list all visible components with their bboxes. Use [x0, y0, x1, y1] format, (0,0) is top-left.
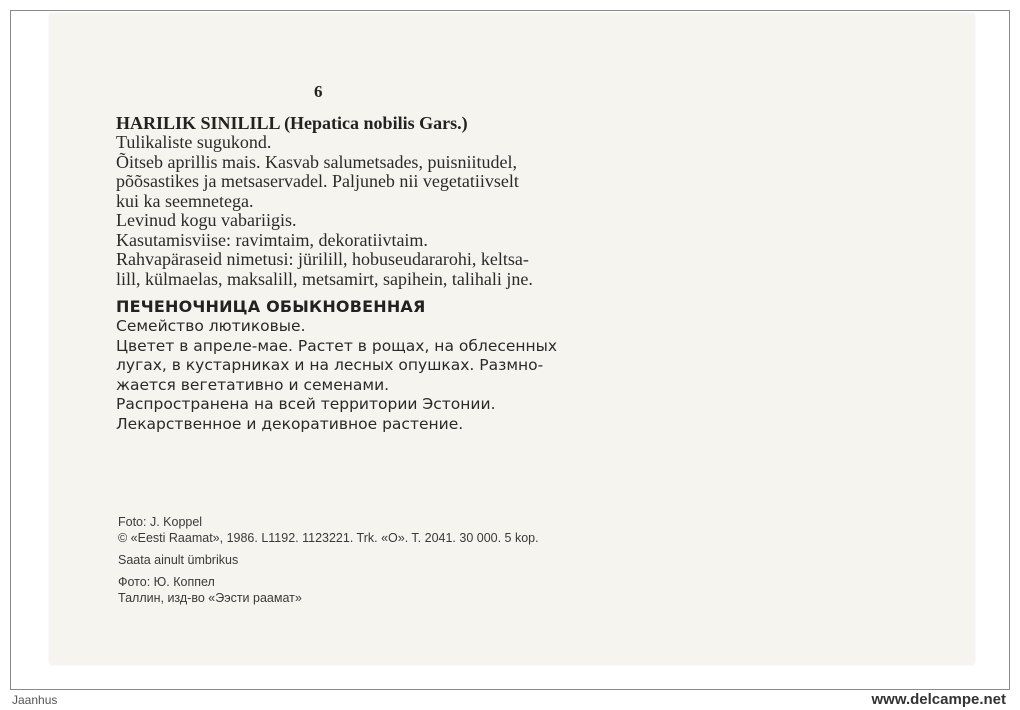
envelope-note: Saata ainult ümbrikus: [118, 553, 239, 567]
estonian-line: põõsastikes ja metsaservadel. Paljuneb nii vegetatiivselt: [116, 171, 519, 191]
estonian-title: HARILIK SINILILL (Hepatica nobilis Gars.): [116, 113, 468, 133]
publisher-ru: Таллин, изд-во «Ээсти раамат»: [118, 591, 302, 605]
estonian-line: Tulikaliste sugukond.: [116, 132, 272, 152]
russian-line: лугах, в кустарниках и на лесных опушках. Размно-: [116, 356, 544, 374]
card-number: 6: [314, 82, 323, 101]
russian-line: Цветет в апреле-мае. Растет в рощах, на облесенных: [116, 336, 558, 355]
photo-credit-et: Foto: J. Koppel: [118, 515, 203, 529]
photo-credit-ru: Фото: Ю. Коппел: [118, 575, 215, 589]
site-watermark: www.delcampe.net: [871, 691, 1006, 708]
credits-block: [118, 514, 678, 606]
publisher-et: © «Eesti Raamat», 1986. L1192. 1123221. Trk. «O». T. 2041. 30 000. 5 kop.: [118, 531, 539, 545]
estonian-line: Kasutamisviise: ravimtaim, dekoratiivtaim.: [116, 229, 428, 250]
estonian-line: lill, külmaelas, maksalill, metsamirt, sapihein, talihali jne.: [116, 268, 533, 289]
description-block: [116, 113, 676, 434]
russian-line: Лекарственное и декоративное растение.: [116, 414, 464, 433]
seller-name: Jaanhus: [12, 693, 58, 707]
russian-title: ПЕЧЕНОЧНИЦА ОБЫКНОВЕННАЯ: [116, 297, 426, 316]
estonian-line: Levinud kogu vabariigis.: [116, 210, 297, 230]
estonian-line: kui ka seemnetega.: [116, 190, 254, 211]
russian-line: Семейство лютиковые.: [116, 317, 306, 335]
russian-line: жается вегетативно и семенами.: [116, 375, 390, 394]
estonian-line: Õitseb aprillis mais. Kasvab salumetsades, puisniitudel,: [116, 151, 517, 172]
estonian-line: Rahvapäraseid nimetusi: jürilill, hobuseudararohi, keltsa-: [116, 249, 529, 269]
russian-line: Распространена на всей территории Эстонии.: [116, 395, 496, 413]
